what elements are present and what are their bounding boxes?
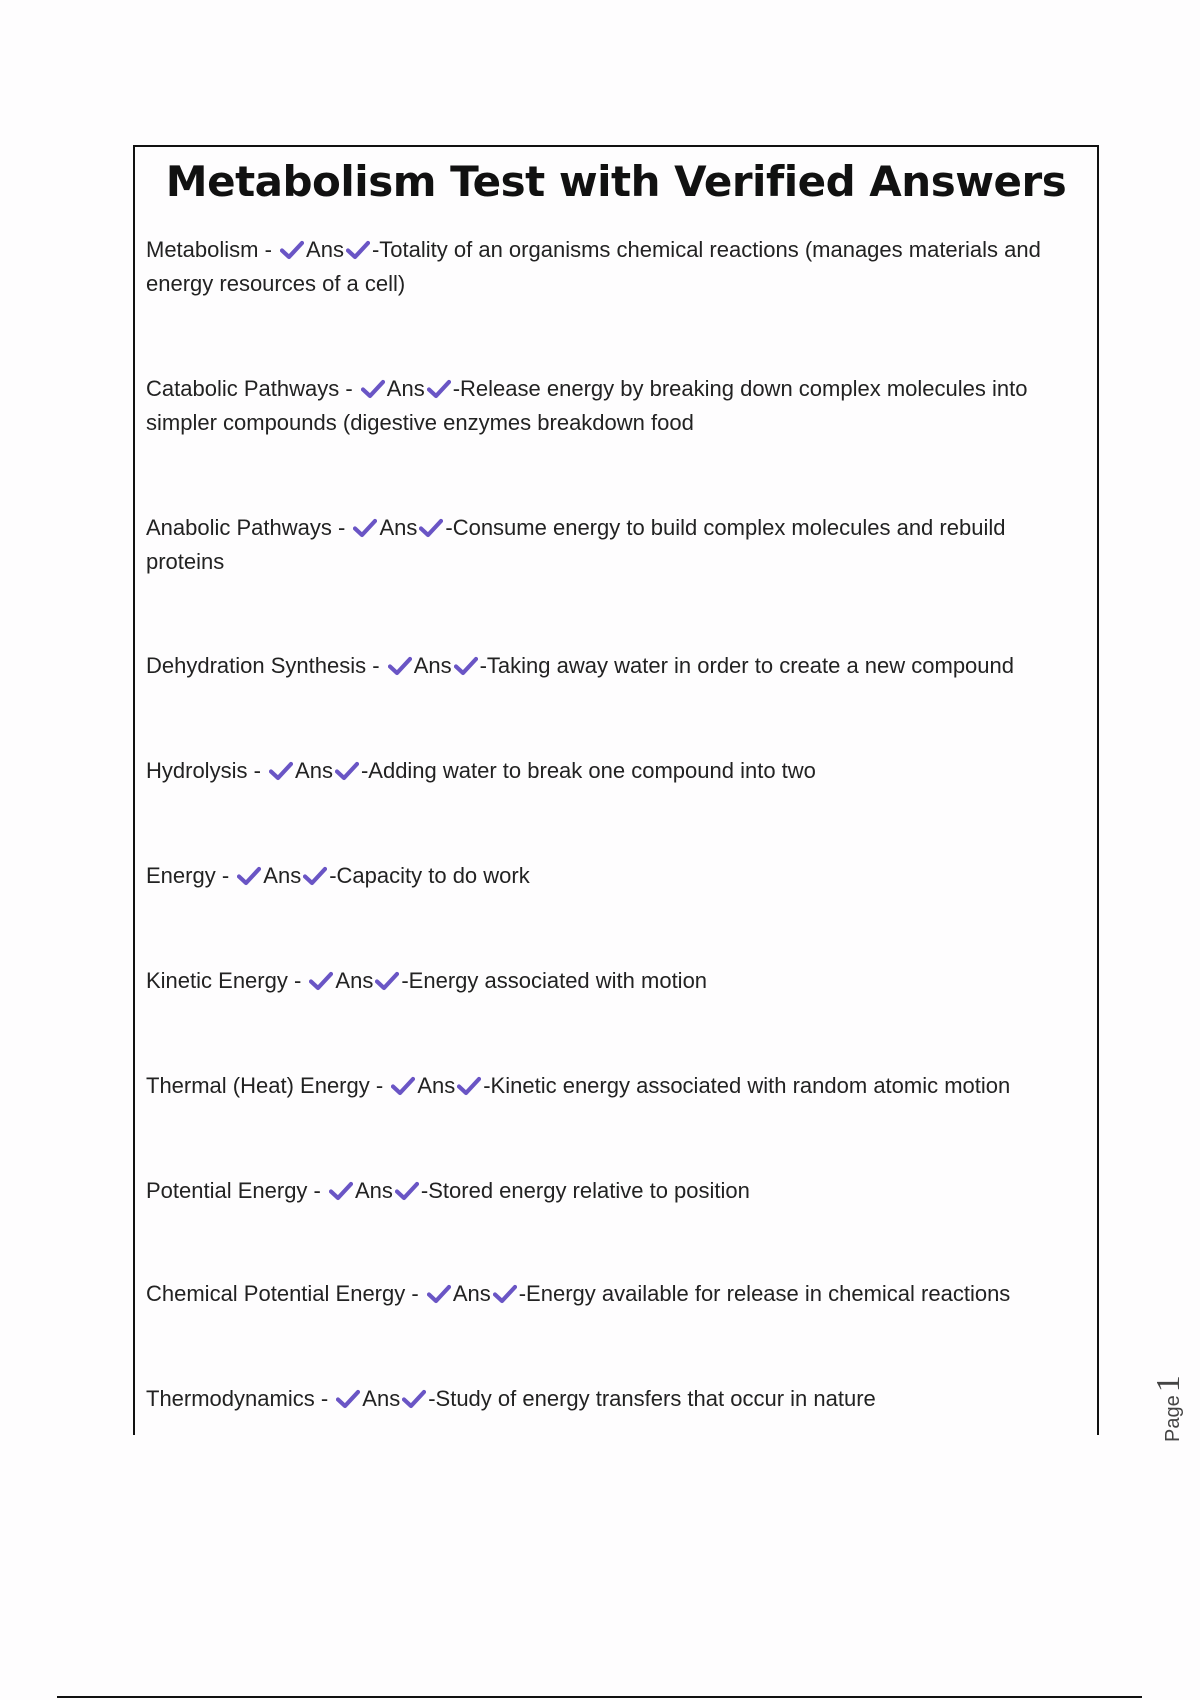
document-frame — [133, 145, 1099, 1435]
check-icon — [335, 761, 359, 781]
answer-label: Ans — [362, 1386, 401, 1411]
definition: -Capacity to do work — [329, 863, 530, 888]
qa-entry — [146, 859, 1085, 893]
term: Thermal (Heat) Energy - — [146, 1073, 384, 1098]
term: Hydrolysis - — [146, 758, 261, 783]
check-icon — [303, 866, 327, 886]
term: Chemical Potential Energy - — [146, 1281, 419, 1306]
definition: -Consume energy to build complex molecules and rebuild proteins — [146, 515, 1006, 574]
answer-label: Ans — [335, 968, 374, 993]
definition: -Taking away water in order to create a new compound — [479, 653, 1015, 678]
answer-label: Ans — [386, 376, 425, 401]
qa-entry — [146, 1382, 1085, 1416]
check-icon — [329, 1181, 353, 1201]
check-icon — [361, 379, 385, 399]
check-icon — [427, 1284, 451, 1304]
check-icon — [457, 1076, 481, 1096]
answer-label: Ans — [263, 863, 302, 888]
check-icon — [427, 379, 451, 399]
check-icon — [375, 971, 399, 991]
check-icon — [353, 518, 377, 538]
term: Energy - — [146, 863, 230, 888]
check-icon — [395, 1181, 419, 1201]
qa-entry — [146, 511, 1085, 579]
definition: -Adding water to break one compound into two — [360, 758, 816, 783]
definition: -Stored energy relative to position — [420, 1178, 750, 1203]
term: Catabolic Pathways - — [146, 376, 353, 401]
term: Kinetic Energy - — [146, 968, 302, 993]
definition: -Totality of an organisms chemical reactions (manages materials and energy resources of a cell) — [146, 237, 1041, 296]
qa-entry — [146, 1069, 1085, 1103]
definition: -Release energy by breaking down complex molecules into simpler compounds (digestive enzymes breakdown food — [146, 376, 1028, 435]
document-title: Metabolism Test with Verified Answers — [165, 157, 1067, 206]
check-icon — [454, 656, 478, 676]
page-label: Page — [1162, 1395, 1184, 1442]
check-icon — [237, 866, 261, 886]
qa-entry — [146, 964, 1085, 998]
answer-label: Ans — [413, 653, 452, 678]
answer-label: Ans — [295, 758, 333, 783]
qa-entry — [146, 754, 1085, 788]
check-icon — [336, 1389, 360, 1409]
term: Dehydration Synthesis - — [146, 653, 380, 678]
term: Potential Energy - — [146, 1178, 321, 1203]
definition: -Energy available for release in chemical reactions — [518, 1281, 1011, 1306]
term: Anabolic Pathways - — [146, 515, 346, 540]
qa-entry — [146, 1277, 1085, 1311]
answer-label: Ans — [355, 1178, 393, 1203]
check-icon — [388, 656, 412, 676]
check-icon — [269, 761, 293, 781]
term: Metabolism - — [146, 237, 272, 262]
qa-entry — [146, 649, 1085, 683]
check-icon — [309, 971, 333, 991]
term: Thermodynamics - — [146, 1386, 329, 1411]
check-icon — [280, 240, 304, 260]
page-digit: 1 — [1150, 1375, 1187, 1393]
definition: -Study of energy transfers that occur in nature — [428, 1386, 876, 1411]
qa-entry — [146, 233, 1085, 301]
qa-entry — [146, 372, 1085, 440]
answer-label: Ans — [417, 1073, 456, 1098]
definition: -Kinetic energy associated with random atomic motion — [483, 1073, 1011, 1098]
check-icon — [419, 518, 443, 538]
qa-entry — [146, 1174, 1085, 1208]
answer-label: Ans — [379, 515, 418, 540]
check-icon — [402, 1389, 426, 1409]
answer-label: Ans — [452, 1281, 491, 1306]
definition: -Energy associated with motion — [401, 968, 708, 993]
answer-label: Ans — [306, 237, 344, 262]
check-icon — [493, 1284, 517, 1304]
page-number — [1150, 1375, 1188, 1442]
footer-rule — [57, 1696, 1142, 1698]
check-icon — [346, 240, 370, 260]
check-icon — [391, 1076, 415, 1096]
